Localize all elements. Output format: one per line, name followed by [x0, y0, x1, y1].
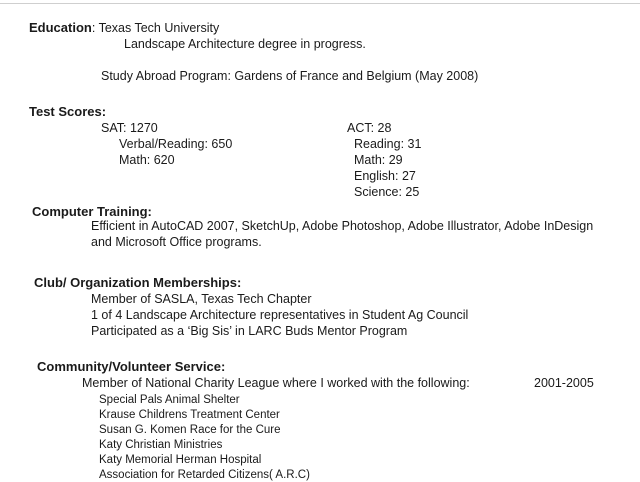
education-school: : Texas Tech University [91, 21, 220, 35]
club-item: Member of SASLA, Texas Tech Chapter [91, 292, 312, 306]
computer-training-line-1: Efficient in AutoCAD 2007, SketchUp, Adobe Photoshop, Adobe Illustrator, Adobe InDesign [91, 219, 594, 233]
computer-training-heading: Computer Training: [32, 204, 152, 219]
act-science-score: Science: 25 [354, 185, 420, 199]
top-divider [0, 3, 640, 4]
community-item: Association for Retarded Citizens( A.R.C) [99, 469, 310, 481]
education-heading: Education [29, 20, 92, 35]
sat-score: SAT: 1270 [101, 121, 158, 135]
act-score: ACT: 28 [347, 121, 392, 135]
study-abroad: Study Abroad Program: Gardens of France and Belgium (May 2008) [101, 69, 479, 83]
community-item: Krause Childrens Treatment Center [99, 409, 280, 421]
act-math-score: Math: 29 [354, 153, 403, 167]
community-years: 2001-2005 [534, 376, 594, 390]
computer-training-line-2: and Microsoft Office programs. [91, 235, 262, 249]
club-heading: Club/ Organization Memberships: [34, 275, 242, 290]
act-reading-score: Reading: 31 [354, 137, 422, 151]
community-item: Susan G. Komen Race for the Cure [99, 424, 281, 436]
community-intro: Member of National Charity League where I worked with the following: [82, 376, 470, 390]
community-item: Katy Memorial Herman Hospital [99, 454, 262, 466]
club-item: Participated as a ‘Big Sis’ in LARC Buds Mentor Program [91, 324, 408, 338]
club-item: 1 of 4 Landscape Architecture representatives in Student Ag Council [91, 308, 469, 322]
act-english-score: English: 27 [354, 169, 416, 183]
community-item: Katy Christian Ministries [99, 439, 223, 451]
education-line [29, 20, 219, 36]
community-heading: Community/Volunteer Service: [37, 359, 226, 374]
sat-math-score: Math: 620 [119, 153, 175, 167]
sat-verbal-score: Verbal/Reading: 650 [119, 137, 233, 151]
community-item: Special Pals Animal Shelter [99, 394, 240, 406]
education-degree: Landscape Architecture degree in progress. [124, 37, 366, 51]
test-scores-heading: Test Scores: [29, 104, 107, 119]
